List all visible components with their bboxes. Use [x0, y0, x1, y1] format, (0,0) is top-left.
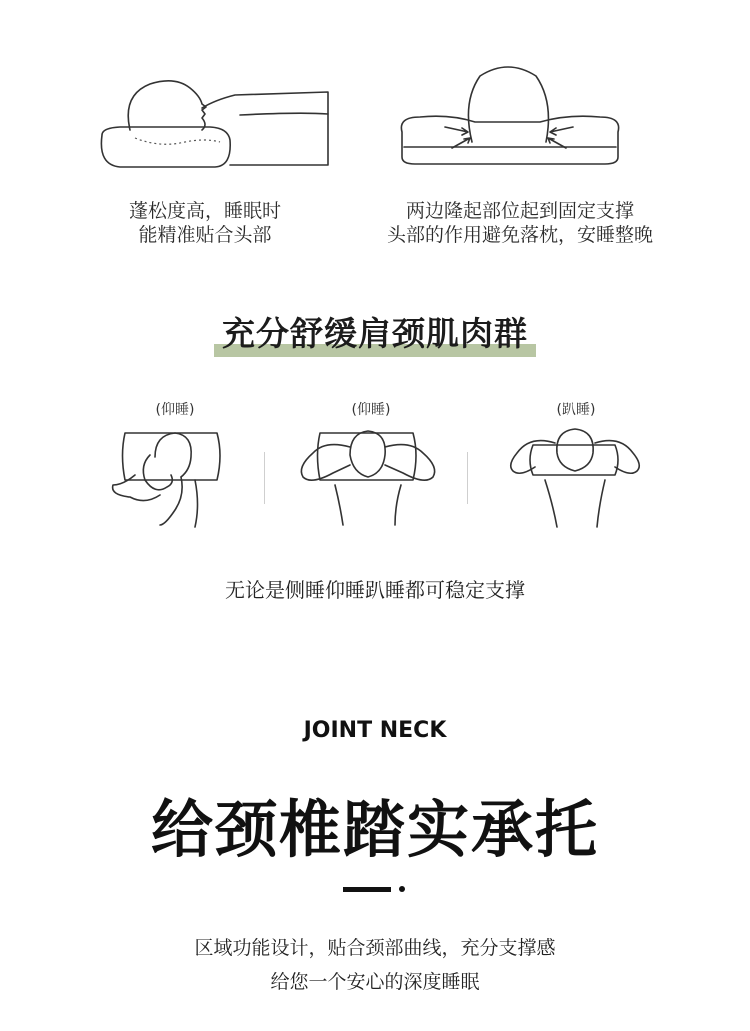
description	[0, 931, 750, 999]
pillow-front-support-icon	[390, 62, 630, 170]
feature-caption-1	[85, 199, 325, 247]
description-line: 区域功能设计，贴合颈部曲线，充分支撑感	[194, 937, 556, 959]
big-title: 给颈椎踏实承托	[150, 793, 599, 866]
title-dot-decoration	[399, 886, 405, 892]
section-heading	[218, 308, 532, 355]
feature-caption-line: 头部的作用避免落枕，安睡整晚	[386, 224, 653, 246]
pose-label: (趴睡)	[556, 402, 596, 418]
section-heading-text: 充分舒缓肩颈肌肉群	[222, 314, 528, 353]
pose-label: (仰睡)	[351, 402, 391, 418]
back-sleep-pose-icon	[295, 425, 445, 530]
feature-caption-2	[345, 199, 695, 247]
pose-divider	[467, 452, 468, 504]
pillow-side-sleeper-icon	[90, 70, 335, 175]
feature-caption-line: 两边隆起部位起到固定支撑	[405, 200, 634, 222]
feature-caption-line: 能精准贴合头部	[138, 224, 272, 246]
pose-divider	[264, 452, 265, 504]
section-heading-wrap	[0, 308, 750, 355]
title-dash-decoration	[343, 887, 391, 892]
side-sleep-pose-icon	[105, 425, 230, 530]
support-statement: 无论是侧睡仰睡趴睡都可稳定支撑	[225, 578, 525, 602]
description-line: 给您一个安心的深度睡眠	[270, 971, 480, 993]
stomach-sleep-pose-icon	[505, 425, 645, 530]
english-title: JOINT NECK	[303, 718, 447, 743]
pose-label: (仰睡)	[155, 402, 195, 418]
feature-caption-line: 蓬松度高，睡眠时	[128, 200, 281, 222]
